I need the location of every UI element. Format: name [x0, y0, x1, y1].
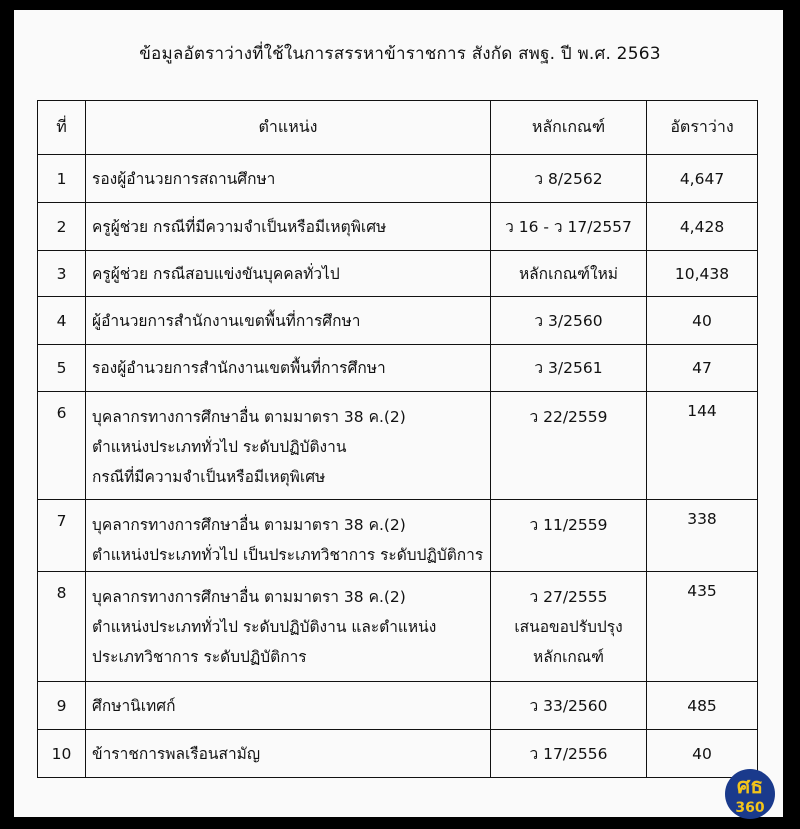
cell-position: [86, 682, 491, 730]
position-line: ข้าราชการพลเรือนสามัญ: [92, 744, 261, 763]
position-line: ครูผู้ช่วย กรณีสอบแข่งขันบุคคลทั่วไป: [92, 264, 340, 283]
cell-position: [86, 155, 491, 203]
header-no: ที่: [38, 101, 86, 155]
table-row: [38, 730, 758, 778]
logo-360: 360: [735, 800, 765, 816]
rule-line: ว 16 - ว 17/2557: [505, 217, 632, 236]
cell-rate: 4,647: [647, 155, 758, 203]
table-row: [38, 155, 758, 203]
page-title: ข้อมูลอัตราว่างที่ใช้ในการสรรหาข้าราชการ สังกัด สพฐ. ปี พ.ศ. 2563: [139, 44, 661, 64]
cell-rate: 47: [647, 345, 758, 392]
position-line: บุคลากรทางการศึกษาอื่น ตามมาตรา 38 ค.(2): [92, 588, 406, 606]
rule-line: ว 11/2559: [529, 516, 608, 534]
header-position: ตำแหน่ง: [86, 101, 491, 155]
cell-no: 7: [38, 500, 86, 572]
position-line: รองผู้อำนวยการสถานศึกษา: [92, 169, 276, 188]
table-header-row: [38, 101, 758, 155]
cell-position: [86, 730, 491, 778]
position-line: ตำแหน่งประเภททั่วไป เป็นประเภทวิชาการ ระดับปฏิบัติการ: [92, 546, 484, 564]
position-line: บุคลากรทางการศึกษาอื่น ตามมาตรา 38 ค.(2): [92, 408, 406, 426]
position-line: ผู้อำนวยการสำนักงานเขตพื้นที่การศึกษา: [92, 311, 361, 330]
cell-rule: [491, 155, 647, 203]
cell-rule: [491, 392, 647, 500]
cell-no: 10: [38, 730, 86, 778]
rule-line: ว 3/2560: [534, 311, 603, 330]
cell-position: [86, 345, 491, 392]
cell-rate: 435: [647, 572, 758, 682]
cell-rate: 485: [647, 682, 758, 730]
cell-rule: [491, 345, 647, 392]
header-rule: หลักเกณฑ์: [491, 101, 647, 155]
cell-no: 2: [38, 203, 86, 251]
rule-line: ว 8/2562: [534, 169, 603, 188]
position-line: ครูผู้ช่วย กรณีที่มีความจำเป็นหรือมีเหตุพิเศษ: [92, 217, 387, 236]
rule-line: เสนอขอปรับปรุง: [514, 618, 623, 636]
table-row: [38, 682, 758, 730]
position-line: ตำแหน่งประเภททั่วไป ระดับปฏิบัติงาน และตำแหน่ง: [92, 618, 437, 636]
table-row: [38, 251, 758, 297]
rule-line: หลักเกณฑ์ใหม่: [518, 264, 619, 283]
table-row: [38, 203, 758, 251]
logo-initials: ศธ: [736, 774, 764, 798]
cell-position: [86, 572, 491, 682]
cell-rate: 10,438: [647, 251, 758, 297]
cell-no: 1: [38, 155, 86, 203]
cell-rate: 40: [647, 730, 758, 778]
cell-position: [86, 297, 491, 345]
position-line: ประเภทวิชาการ ระดับปฏิบัติการ: [92, 648, 307, 666]
rule-line: ว 3/2561: [534, 359, 603, 377]
table-row: [38, 572, 758, 682]
cell-rate: 40: [647, 297, 758, 345]
cell-rule: [491, 682, 647, 730]
cell-rate: 338: [647, 500, 758, 572]
cell-rate: 4,428: [647, 203, 758, 251]
cell-rule: [491, 572, 647, 682]
cell-position: [86, 392, 491, 500]
position-line: รองผู้อำนวยการสำนักงานเขตพื้นที่การศึกษา: [92, 359, 386, 377]
position-line: กรณีที่มีความจำเป็นหรือมีเหตุพิเศษ: [92, 468, 326, 486]
table-row: [38, 297, 758, 345]
rule-line: ว 33/2560: [529, 696, 608, 715]
cell-rule: [491, 500, 647, 572]
cell-no: 8: [38, 572, 86, 682]
cell-rule: [491, 203, 647, 251]
cell-no: 3: [38, 251, 86, 297]
cell-rule: [491, 730, 647, 778]
position-line: บุคลากรทางการศึกษาอื่น ตามมาตรา 38 ค.(2): [92, 516, 406, 534]
rule-line: ว 17/2556: [529, 744, 608, 763]
rule-line: ว 22/2559: [529, 408, 608, 426]
cell-no: 6: [38, 392, 86, 500]
rule-line: หลักเกณฑ์: [532, 648, 605, 666]
cell-position: [86, 203, 491, 251]
position-line: ศึกษานิเทศก์: [92, 696, 176, 715]
rule-line: ว 27/2555: [529, 588, 608, 606]
cell-rate: 144: [647, 392, 758, 500]
table-row: [38, 500, 758, 572]
cell-position: [86, 500, 491, 572]
vacancy-table: [37, 100, 758, 778]
cell-position: [86, 251, 491, 297]
cell-rule: [491, 297, 647, 345]
cell-no: 4: [38, 297, 86, 345]
header-rate: อัตราว่าง: [647, 101, 758, 155]
cell-no: 5: [38, 345, 86, 392]
position-line: ตำแหน่งประเภททั่วไป ระดับปฏิบัติงาน: [92, 438, 347, 456]
table-row: [38, 345, 758, 392]
table-row: [38, 392, 758, 500]
moe360-logo: [723, 767, 777, 821]
cell-rule: [491, 251, 647, 297]
cell-no: 9: [38, 682, 86, 730]
